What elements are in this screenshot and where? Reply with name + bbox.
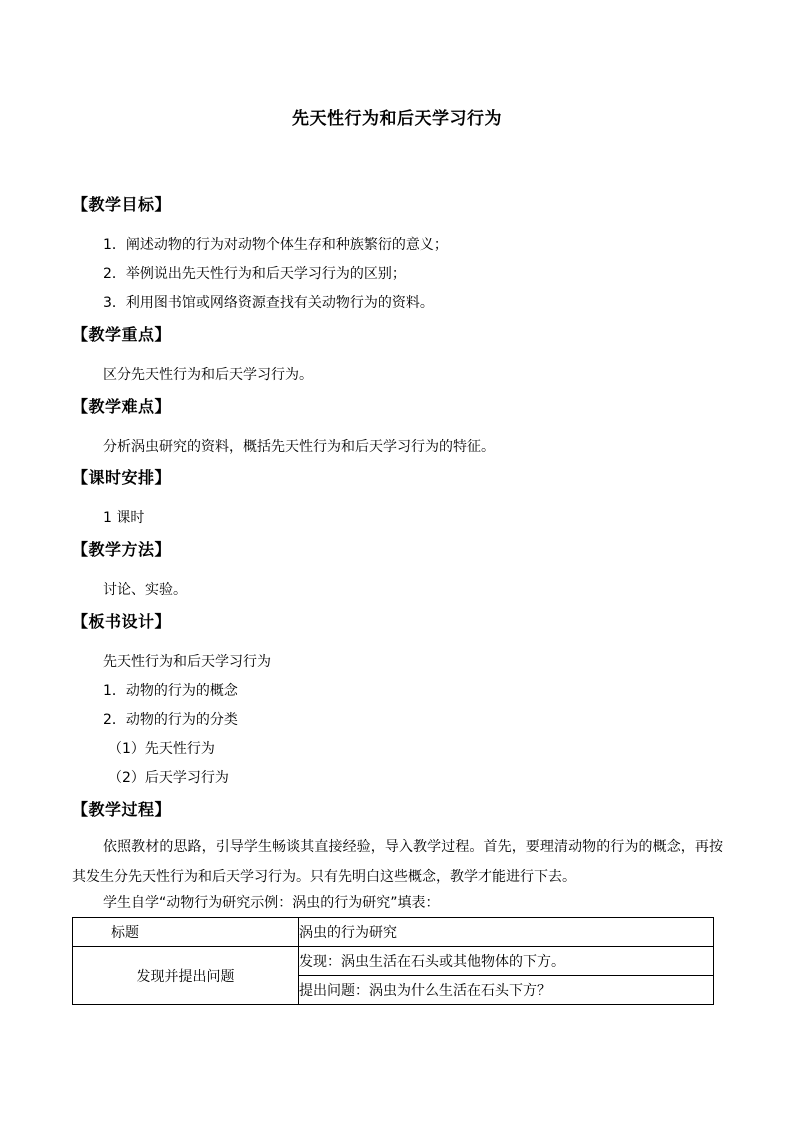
table-header-cell: 标题 bbox=[73, 918, 299, 947]
board-item-3: 2．动物的行为的分类 bbox=[103, 712, 238, 728]
table-header-cell: 涡虫的行为研究 bbox=[299, 918, 714, 947]
document-title: 先天性行为和后天学习行为 bbox=[292, 109, 502, 129]
goal-item-3: 3．利用图书馆或网络资源查找有关动物行为的资料。 bbox=[103, 295, 434, 311]
heading-methods: 【教学方法】 bbox=[72, 540, 172, 559]
board-item-5: （2）后天学习行为 bbox=[108, 770, 229, 786]
process-paragraph-2: 学生自学“动物行为研究示例：涡虫的行为研究”填表： bbox=[103, 895, 440, 911]
heading-board: 【板书设计】 bbox=[72, 612, 172, 631]
table-row bbox=[73, 947, 714, 976]
table-cell: 发现：涡虫生活在石头或其他物体的下方。 bbox=[299, 947, 714, 976]
heading-key-points: 【教学重点】 bbox=[72, 325, 172, 344]
table-row bbox=[73, 918, 714, 947]
difficulties-text: 分析涡虫研究的资料，概括先天性行为和后天学习行为的特征。 bbox=[103, 439, 495, 455]
table-cell: 提出问题：涡虫为什么生活在石头下方？ bbox=[299, 976, 714, 1005]
heading-difficulties: 【教学难点】 bbox=[72, 397, 172, 416]
board-item-2: 1．动物的行为的概念 bbox=[103, 683, 238, 699]
board-item-1: 先天性行为和后天学习行为 bbox=[103, 654, 271, 670]
board-item-4: （1）先天性行为 bbox=[108, 741, 215, 757]
key-points-text: 区分先天性行为和后天学习行为。 bbox=[103, 367, 313, 383]
schedule-text: 1 课时 bbox=[103, 510, 145, 526]
methods-text: 讨论、实验。 bbox=[103, 582, 187, 598]
heading-process: 【教学过程】 bbox=[72, 800, 172, 819]
goal-item-1: 1．阐述动物的行为对动物个体生存和种族繁衍的意义； bbox=[103, 237, 448, 253]
process-paragraph-1: 依照教材的思路，引导学生畅谈其直接经验，导入教学过程。首先，要理清动物的行为的概念，再按其发生分先天性行为和后天学习行为。只有先明白这些概念，教学才能进行下去。 bbox=[72, 839, 723, 885]
research-table bbox=[72, 917, 714, 1005]
heading-goals: 【教学目标】 bbox=[72, 195, 172, 214]
table-cell-label: 发现并提出问题 bbox=[73, 947, 299, 1005]
heading-schedule: 【课时安排】 bbox=[72, 468, 172, 487]
goal-item-2: 2．举例说出先天性行为和后天学习行为的区别； bbox=[103, 266, 406, 282]
